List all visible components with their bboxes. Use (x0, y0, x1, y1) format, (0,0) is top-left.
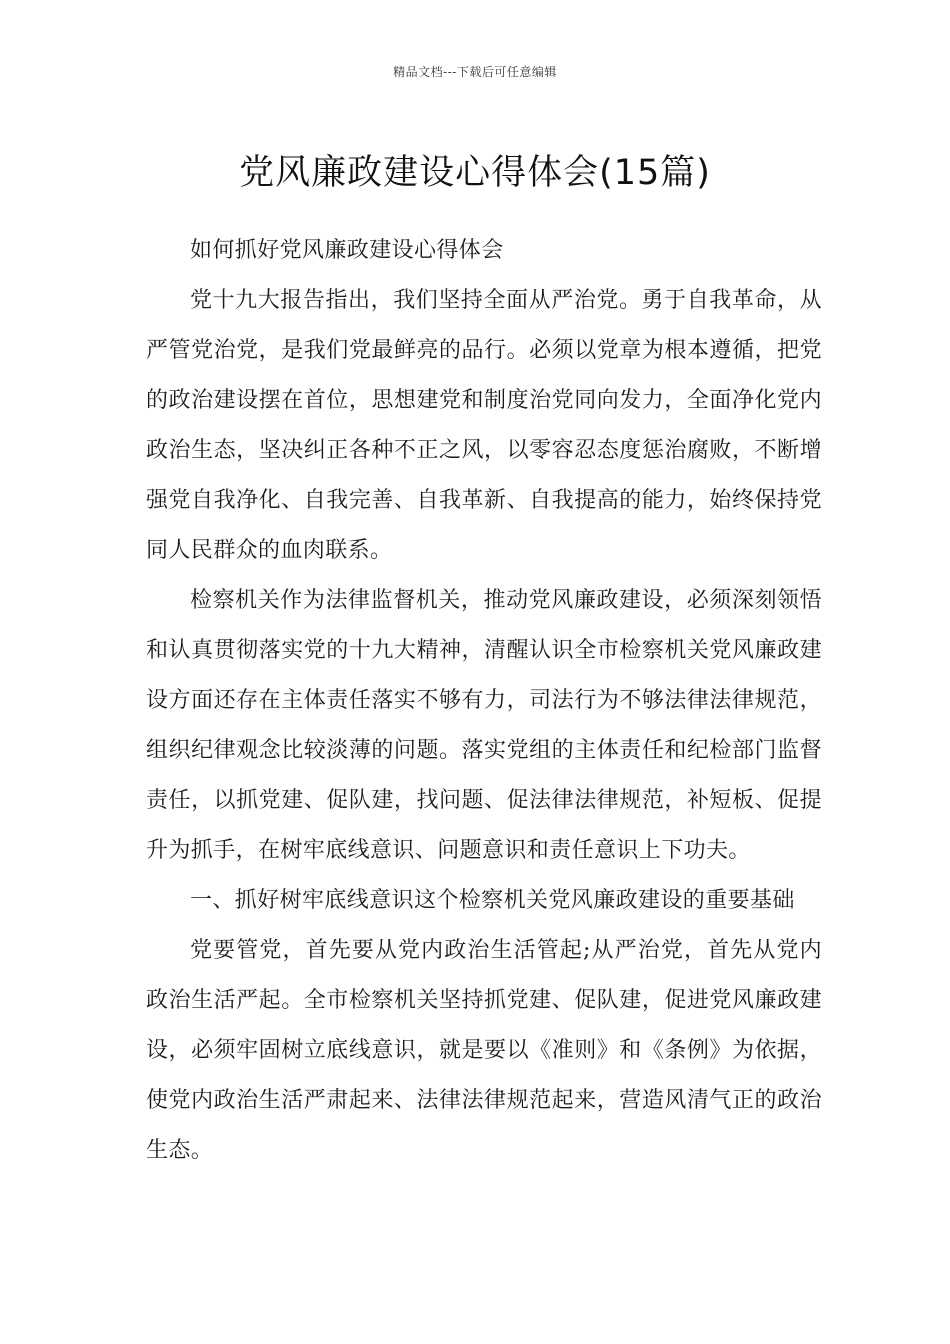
paragraph-heading: 如何抓好党风廉政建设心得体会 (190, 238, 504, 263)
document-body (146, 226, 822, 1176)
paragraph: 党十九大报告指出，我们坚持全面从严治党。勇于自我革命，从严管党治党，是我们党最鲜亮的品行。必须以党章为根本遵循，把党的政治建设摆在首位，思想建党和制度治党同向发力，全面净化党内政治生态，坚决纠正各种不正之风，以零容忍态度惩治腐败，不断增强党自我净化、自我完善、自我革新、自我提高的能力，始终保持党同人民群众的血肉联系。 (146, 288, 822, 563)
paragraph: 党要管党，首先要从党内政治生活管起;从严治党，首先从党内政治生活严起。全市检察机关坚持抓党建、促队建，促进党风廉政建设，必须牢固树立底线意识，就是要以《准则》和《条例》为依据，使党内政治生活严肃起来、法律法律规范起来，营造风清气正的政治生态。 (146, 938, 822, 1163)
document-title: 党风廉政建设心得体会(15篇) (239, 153, 711, 194)
paragraph: 检察机关作为法律监督机关，推动党风廉政建设，必须深刻领悟和认真贯彻落实党的十九大精神，清醒认识全市检察机关党风廉政建设方面还存在主体责任落实不够有力，司法行为不够法律法律规范，组织纪律观念比较淡薄的问题。落实党组的主体责任和纪检部门监督责任，以抓党建、促队建，找问题、促法律法律规范，补短板、促提升为抓手，在树牢底线意识、问题意识和责任意识上下功夫。 (146, 588, 822, 863)
page-header-note: 精品文档---下载后可任意编辑 (393, 65, 557, 79)
section-heading: 一、抓好树牢底线意识这个检察机关党风廉政建设的重要基础 (190, 888, 795, 913)
